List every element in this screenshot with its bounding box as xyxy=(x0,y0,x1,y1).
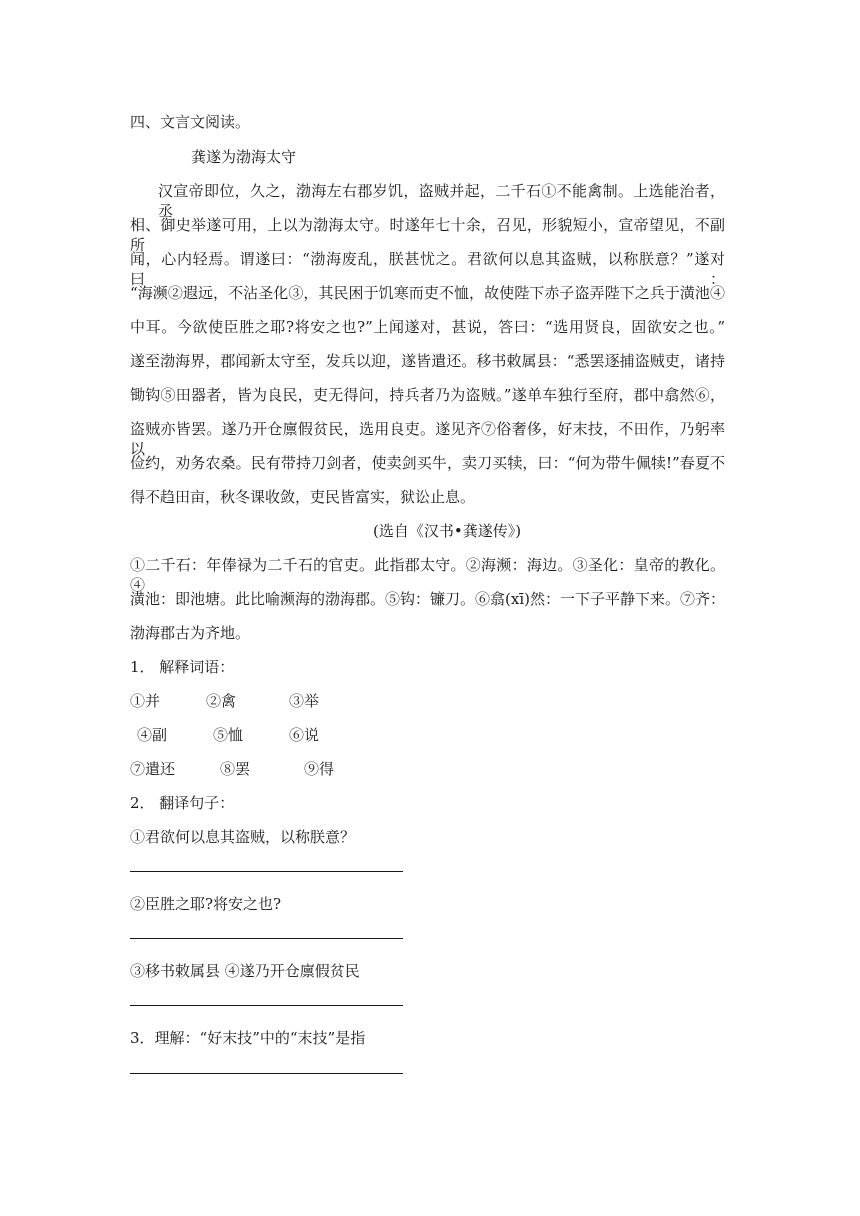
passage-source: (选自《汉书•龚遂传》) xyxy=(373,522,522,540)
question-3-prompt: 3．理解：“好末技”中的“末技”是指 xyxy=(130,1029,366,1047)
answer-line[interactable] xyxy=(130,871,403,872)
answer-line[interactable] xyxy=(130,1005,403,1006)
term-item: ⑨得 xyxy=(304,760,335,778)
passage-line: 盗贼亦皆罢。遂乃开仓廪假贫民，选用良吏。遂见齐⑦俗奢侈，好末技，不田作，乃躬率以 xyxy=(130,420,725,458)
translate-item-3: ③移书敕属县 ④遂乃开仓廪假贫民 xyxy=(130,962,360,980)
passage-title: 龚遂为渤海太守 xyxy=(191,148,297,166)
passage-line: 遂至渤海界，郡闻新太守至，发兵以迎，遂皆遣还。移书敕属县：“悉罢逐捕盗贼吏，诸持 xyxy=(130,352,725,370)
term-item: ⑤恤 xyxy=(213,726,244,744)
passage-line: 闻，心内轻焉。谓遂曰：“渤海废乱，朕甚忧之。君欲何以息其盗贼，以称朕意？”遂对曰： xyxy=(130,250,725,288)
question-1-prompt: 1． 解释词语： xyxy=(130,658,235,676)
passage-line: 相、御史举遂可用，上以为渤海太守。时遂年七十余，召见，形貌短小，宣帝望见，不副所 xyxy=(130,216,725,254)
passage-line: “海濒②遐远，不沾圣化③，其民困于饥寒而吏不恤，故使陛下赤子盗弄陛下之兵于潢池④ xyxy=(130,284,725,302)
footnote-line: 潢池：即池塘。此比喻濒海的渤海郡。⑤钩：镰刀。⑥翕(xī)然：一下子平静下来。⑦齐： xyxy=(130,590,725,608)
answer-line[interactable] xyxy=(130,1073,403,1074)
term-item: ②禽 xyxy=(206,692,237,710)
term-item: ⑧罢 xyxy=(220,760,251,778)
translate-item-1: ①君欲何以息其盗贼，以称朕意？ xyxy=(130,828,356,846)
passage-line: 汉宣帝即位，久之，渤海左右郡岁饥，盗贼并起，二千石①不能禽制。上选能治者，丞 xyxy=(158,182,725,220)
translate-item-2: ②臣胜之耶?将安之也? xyxy=(130,895,282,913)
answer-line[interactable] xyxy=(130,938,403,939)
term-item: ①并 xyxy=(130,692,161,710)
term-item: ③举 xyxy=(289,692,320,710)
passage-line: 中耳。今欲使臣胜之耶?将安之也?”上闻遂对，甚说，答曰：“选用贤良，固欲安之也。” xyxy=(130,318,725,336)
passage-line: 得不趋田亩，秋冬课收敛，吏民皆富实，狱讼止息。 xyxy=(130,488,476,506)
section-heading: 四、文言文阅读。 xyxy=(130,113,251,131)
term-item: ④副 xyxy=(137,726,168,744)
footnote-line: ①二千石：年俸禄为二千石的官吏。此指郡太守。②海濒：海边。③圣化：皇帝的教化。④ xyxy=(130,556,725,594)
passage-line: 俭约，劝务农桑。民有带持刀剑者，使卖剑买牛，卖刀买犊，曰：“何为带牛佩犊!”春夏不 xyxy=(130,454,725,472)
term-item: ⑥说 xyxy=(289,726,320,744)
term-item: ⑦遣还 xyxy=(130,760,176,778)
question-2-prompt: 2． 翻译句子： xyxy=(130,794,235,812)
passage-line: 锄钩⑤田器者，皆为良民，吏无得问，持兵者乃为盗贼。”遂单车独行至府，郡中翕然⑥， xyxy=(130,386,725,404)
footnote-line: 渤海郡古为齐地。 xyxy=(130,624,251,642)
